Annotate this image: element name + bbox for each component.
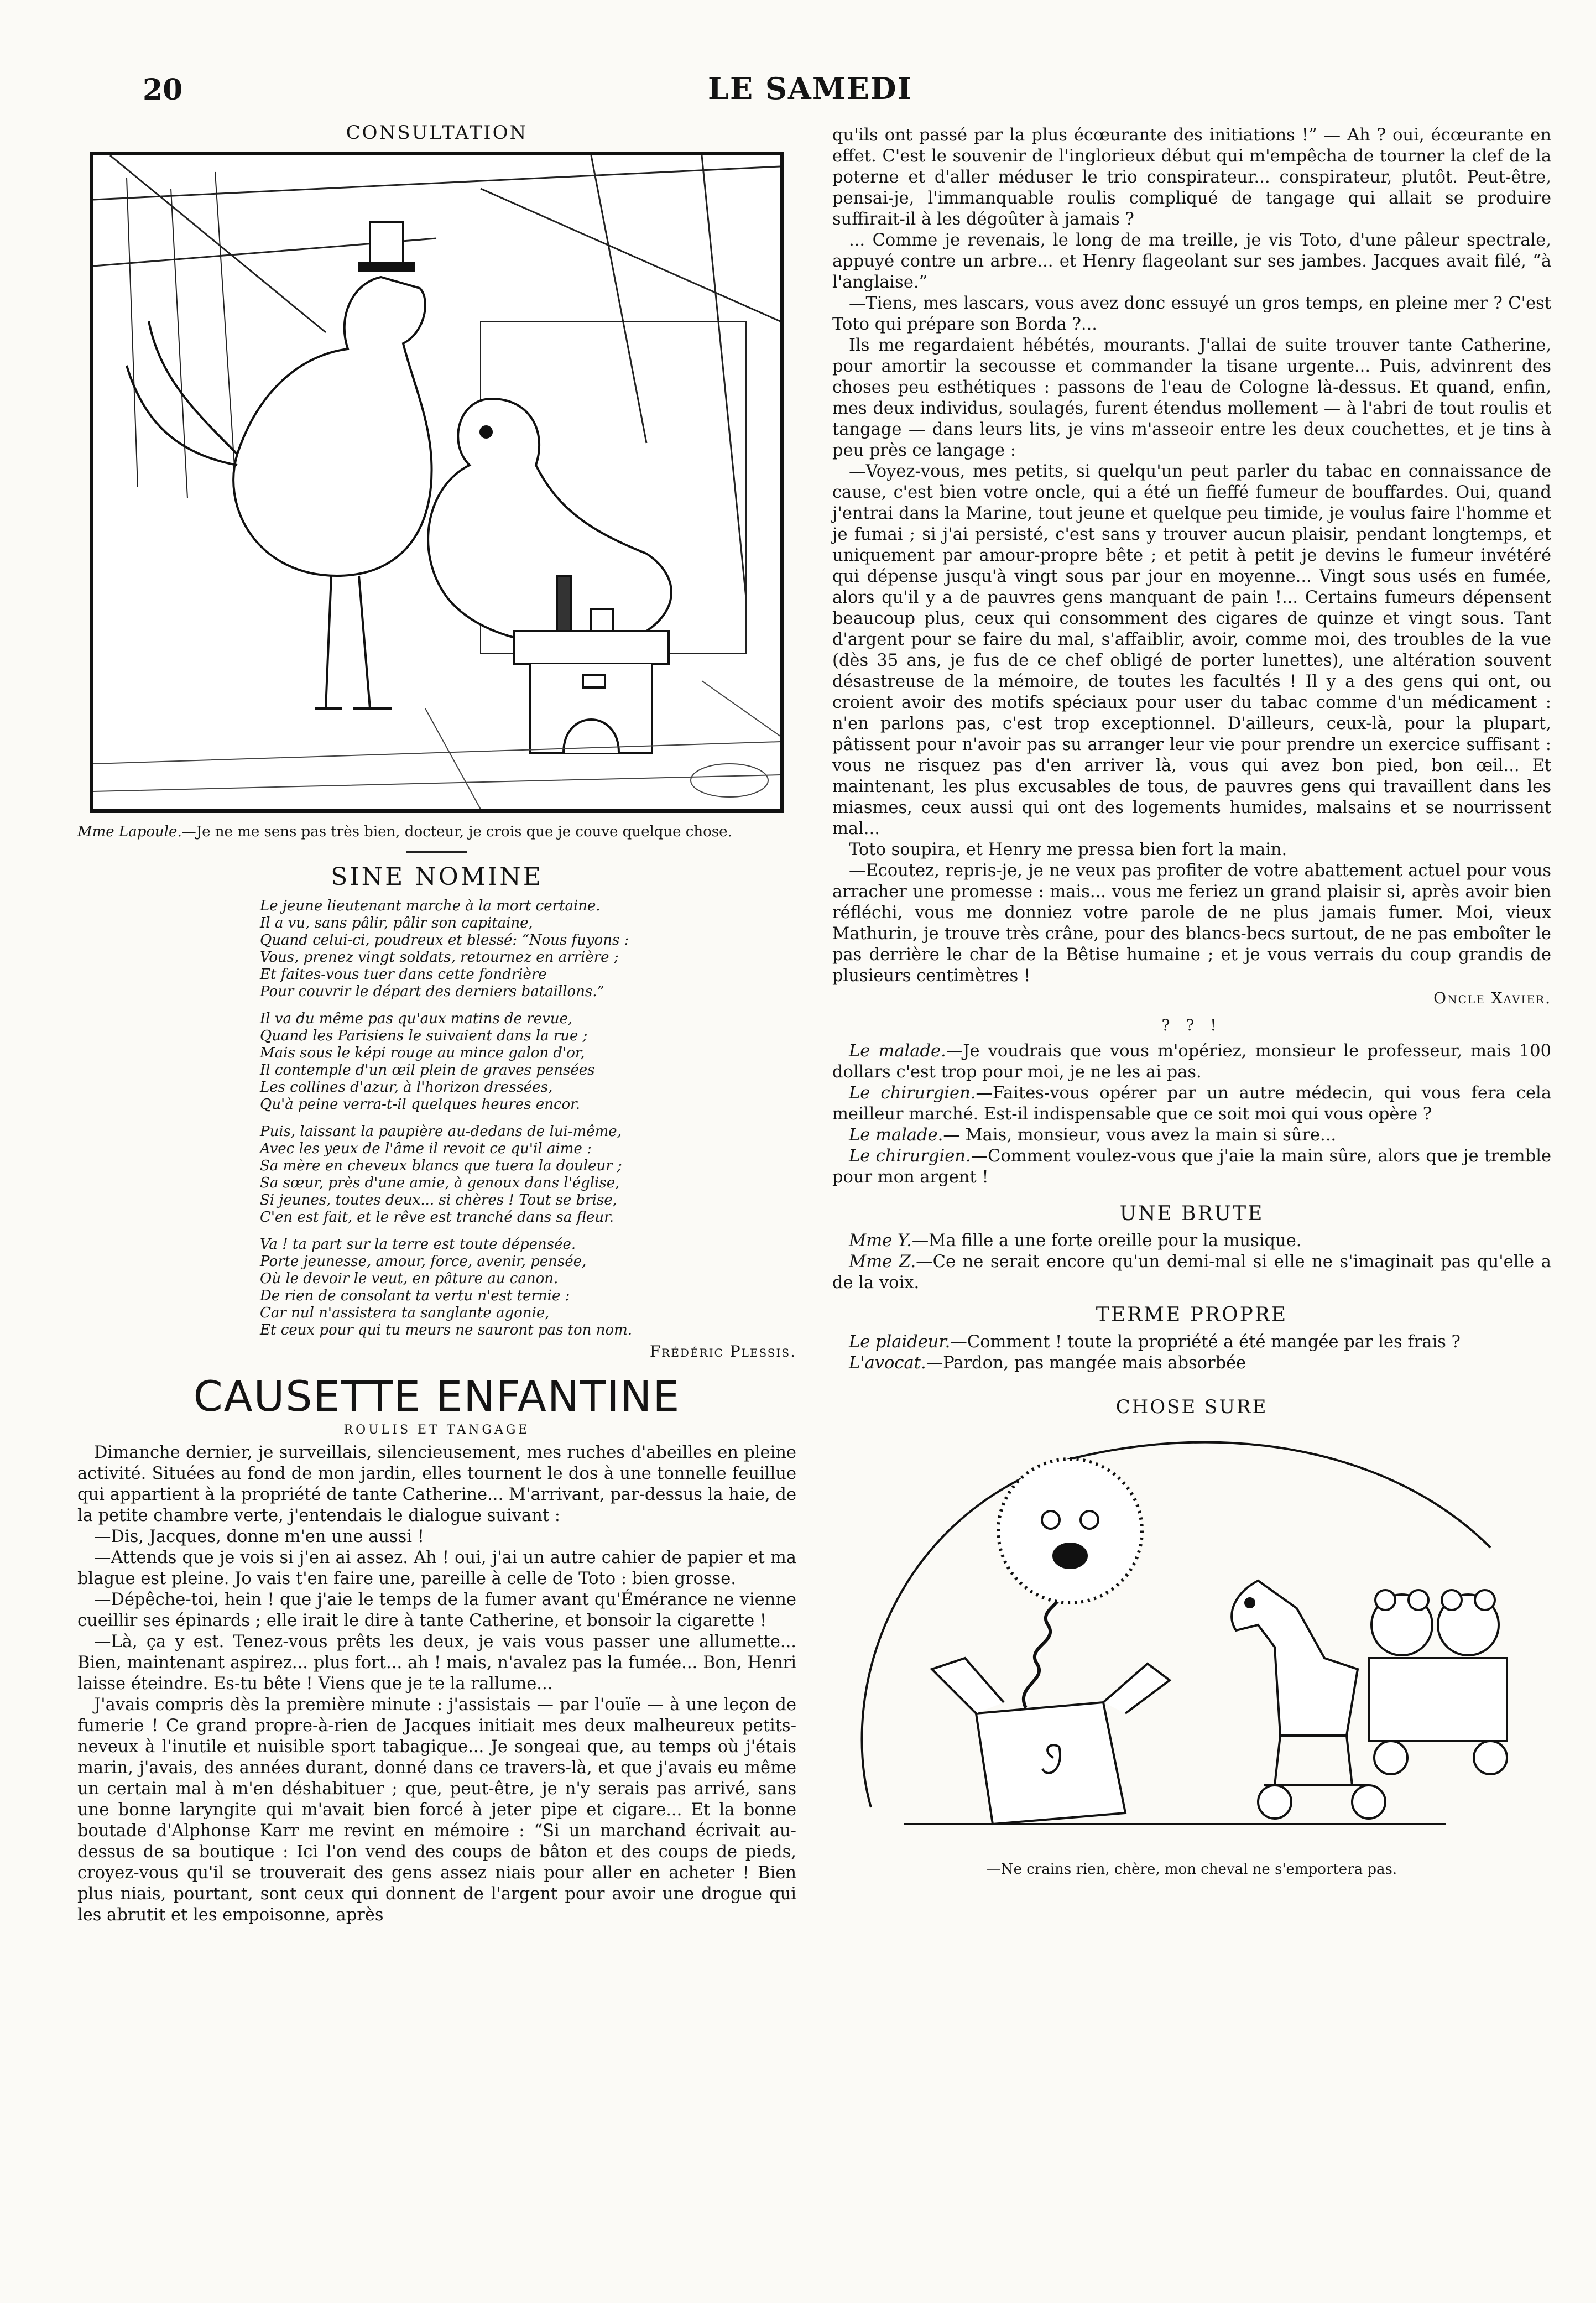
chose-sure-caption: —Ne crains rien, chère, mon cheval ne s'emportera pas. xyxy=(986,1861,1397,1878)
consultation-title: CONSULTATION xyxy=(346,122,528,144)
poem-line: Mais sous le képi rouge au mince galon d'or, xyxy=(260,1045,585,1061)
causette-subtitle: ROULIS ET TANGAGE xyxy=(343,1423,530,1437)
poem-line: Et ceux pour qui tu meurs ne sauront pas ton nom. xyxy=(260,1322,633,1338)
brute-title: UNE BRUTE xyxy=(1119,1202,1264,1225)
poem-line: Il a vu, sans pâlir, pâlir son capitaine, xyxy=(260,915,533,931)
chose-sure-title: CHOSE SURE xyxy=(1115,1396,1268,1418)
poem-line: Et faites-vous tuer dans cette fondrière xyxy=(260,966,547,983)
dialog-line xyxy=(832,1332,1551,1353)
poem xyxy=(260,898,719,1339)
speaker: Mme Z. xyxy=(849,1252,916,1272)
dialog-text: —Je voudrais que vous m'opériez, monsieur le professeur, mais 100 dollars c'est trop pour moi, je ne les ai pas. xyxy=(832,1041,1551,1082)
dialog-text: —Ce ne serait encore qu'un demi-mal si elle ne s'imaginait pas qu'elle a de la voix. xyxy=(832,1252,1551,1293)
poem-line: Va ! ta part sur la terre est toute dépensée. xyxy=(260,1236,576,1253)
dialog-text: — Mais, monsieur, vous avez la main si sûre... xyxy=(943,1126,1337,1145)
poem-stanza-1 xyxy=(260,898,719,1001)
paragraph: —Attends que je vois si j'en ai assez. Ah ! oui, j'ai un autre cahier de papier et ma blague est pleine. Jo vais t'en faire une, pareille à celle de Toto : bien grosse. xyxy=(77,1548,796,1588)
consultation-illustration xyxy=(90,152,784,813)
poem-line: Porte jeunesse, amour, force, avenir, pensée, xyxy=(260,1253,587,1270)
poem-line: Car nul n'assistera ta sanglante agonie, xyxy=(260,1305,550,1321)
paragraph: —Voyez-vous, mes petits, si quelqu'un peut parler du tabac en connaissance de cause, c'est bien votre oncle, qui a été un fieffé fumeur de bouffardes. Oui, quand j'entrai dans la Marine, tout jeune et quelque peu timide, je voulus faire l'homme et je fumai ; si j'ai persisté, c'est sans y trouver aucun plaisir, pendant longtemps, et uniquement par amour-propre bête ; et petit à petit je devins le fumeur invétéré qui dépense jusqu'à vingt sous par jour en moyenne... Vingt sous usés en fumée, alors qu'il y a de pauvres gens manquant de pain !... Certains fumeurs dépensent beaucoup plus, ceux qui consomment des cigares de quinze et vingt sous. Tant d'argent pour se faire du mal, s'affaiblir, avoir, comme moi, des troubles de la vue (dès 35 ans, je fus de ce chef obligé de porter lunettes), une altération souvent désastreuse de la mémoire, de toutes les facultés ! Il y a des gens qui ont, ou croient avoir des motifs spéciaux pour user du tabac comme d'un médicament : n'en parlons pas, c'est trop exceptionnel. D'ailleurs, ceux-là, pour la plupart, pâtissent pour n'avoir pas su arranger leur vie pour prendre un exercice suffisant : vous ne risquez pas d'en arriver là, vous qui avez bon pied, bon œil... Et maintenant, les plus excusables de tous, de pauvres gens qui travaillent dans les miasmes, ceux aussi qui ont des logements humides, malsains et se nourrissent mal... xyxy=(832,462,1551,838)
speaker: Mme Y. xyxy=(849,1231,912,1251)
paragraph: Toto soupira, et Henry me pressa bien fort la main. xyxy=(849,840,1287,859)
poem-stanza-3 xyxy=(260,1123,719,1226)
paragraph: Dimanche dernier, je surveillais, silencieusement, mes ruches d'abeilles en pleine activité. Situées au fond de mon jardin, elles tournent le dos à une tonnelle feuillue qui appartient à la propriété de tante Catherine... M'arrivant, par-dessus la haie, de la petite chambre verte, j'entendais le dialogue suivant : xyxy=(77,1443,796,1525)
poem-line: Le jeune lieutenant marche à la mort certaine. xyxy=(260,898,601,914)
jack-in-the-box-drawing xyxy=(838,1426,1535,1857)
dialog-text: —Pardon, pas mangée mais absorbée xyxy=(926,1353,1246,1373)
poem-line: Où le devoir le veut, en pâture au canon. xyxy=(260,1270,559,1287)
poem-line: Quand celui-ci, poudreux et blessé: “Nous fuyons : xyxy=(260,932,629,949)
rooster-and-hen-drawing xyxy=(93,155,780,809)
poem-line: Qu'à peine verra-t-il quelques heures encor. xyxy=(260,1096,581,1113)
dialog-text: —Faites-vous opérer par un autre médecin, qui vous fera cela meilleur marché. Est-il indispensable que ce soit moi qui vous opère ? xyxy=(832,1083,1552,1124)
poem-line: Il contemple d'un œil plein de graves pensées xyxy=(260,1062,595,1078)
poem-line: Sa mère en cheveux blancs que tuera la douleur ; xyxy=(260,1158,622,1174)
right-column xyxy=(832,125,1551,1879)
poem-line: Si jeunes, toutes deux... si chères ! Tout se brise, xyxy=(260,1192,617,1208)
journal-title: LE SAMEDI xyxy=(708,71,912,106)
speaker: L'avocat. xyxy=(849,1353,926,1373)
paragraph: —Ecoutez, repris-je, je ne veux pas profiter de votre abattement actuel pour vous arracher une promesse : mais... vous me feriez un grand plaisir si, après avoir bien réfléchi, vous me donniez votre parole de ne plus jamais fumer. Moi, vieux Mathurin, je trouve très crâne, pour des blancs-becs surtout, de ne pas emboîter le pas derrière le char de la Bêtise humaine ; et je vous verrais du coup grandis de plusieurs centimètres ! xyxy=(832,861,1551,986)
dialog-line xyxy=(832,1083,1551,1125)
poem-signature: Frédéric Plessis. xyxy=(649,1342,796,1361)
section-marks: ? ? ! xyxy=(1161,1016,1222,1034)
divider xyxy=(406,851,467,853)
paragraph: Ils me regardaient hébétés, mourants. J'allai de suite trouver tante Catherine, pour amortir la secousse et commander la tisane urgente... Puis, advinrent des choses peu esthétiques : passons de l'eau de Cologne là-dessus. Et quand, enfin, mes deux individus, soulagés, furent étendus mollement — à l'abri de tout roulis et tangage — dans leurs lits, je vins m'asseoir entre les deux couchettes, et je tins à peu près ce langage : xyxy=(832,336,1551,460)
poem-title: SINE NOMINE xyxy=(331,863,543,891)
poem-line: Puis, laissant la paupière au-dedans de lui-même, xyxy=(260,1123,622,1140)
caption-text: —Je ne me sens pas très bien, docteur, je crois que je couve quelque chose. xyxy=(181,824,732,840)
paragraph: ... Comme je revenais, le long de ma treille, je vis Toto, d'une pâleur spectrale, appuyé contre un arbre... et Henry flageolant sur ses jambes. Jacques avait filé, “à l'anglaise.” xyxy=(832,231,1551,292)
poem-line: Avec les yeux de l'âme il revoit ce qu'il aime : xyxy=(260,1140,592,1157)
poem-line: Les collines d'azur, à l'horizon dressées, xyxy=(260,1079,553,1096)
poem-stanza-4 xyxy=(260,1236,719,1339)
poem-line: C'en est fait, et le rêve est tranché dans sa fleur. xyxy=(260,1209,614,1226)
dialog-text: —Comment voulez-vous que j'aie la main sûre, alors que je tremble pour mon argent ! xyxy=(832,1147,1552,1187)
paragraph: —Tiens, mes lascars, vous avez donc essuyé un gros temps, en pleine mer ? C'est Toto qui prépare son Borda ?... xyxy=(832,294,1551,334)
paragraph: J'avais compris dès la première minute : j'assistais — par l'ouïe — à une leçon de fumerie ! Ce grand propre-à-rien de Jacques initiait mes deux malheureux petits-neveux à l'inutile et nuisible sport tabagique... Je songeai que, au temps où j'étais marin, j'avais, des années durant, donné dans ce travers-là, et que j'avais eu même un certain mal à m'en déshabituer ; que, peut-être, je n'y serais pas arrivé, sans une bonne laryngite qui m'avait bien forcé à jeter pipe et cigare... Et la bonne boutade d'Alphonse Karr me revint en mémoire : “Si un marchand écrivait au-dessus de sa boutique : Ici l'on vend des coups de bâton et des coups de pieds, croyez-vous qu'il se trouverait des gens assez niais pour aller en acheter ! Bien plus niais, pourtant, sont ceux qui donnent de l'argent pour avoir une drogue qui les abrutit et les empoisonne, après xyxy=(77,1695,796,1925)
dialog-line xyxy=(832,1125,1551,1146)
poem-line: De rien de consolant ta vertu n'est ternie : xyxy=(260,1288,570,1304)
left-column xyxy=(77,122,796,1926)
poem-line: Quand les Parisiens le suivaient dans la rue ; xyxy=(260,1028,588,1044)
poem-stanza-2 xyxy=(260,1010,719,1113)
paragraph: —Là, ça y est. Tenez-vous prêts les deux, je vais vous passer une allumette... Bien, maintenant aspirez... plus fort... ah ! mais, n'avalez pas la fumée... Bon, Henri laisse éteindre. Es-tu bête ! Viens que je te la rallume... xyxy=(77,1632,796,1694)
dialog-line xyxy=(832,1146,1551,1188)
dialog-line xyxy=(832,1231,1551,1252)
dialog-line xyxy=(832,1041,1551,1083)
poem-line: Pour couvrir le départ des derniers bataillons.” xyxy=(260,983,604,1000)
consultation-caption xyxy=(77,823,796,841)
chose-sure-illustration xyxy=(838,1426,1535,1857)
paragraph: —Dis, Jacques, donne m'en une aussi ! xyxy=(94,1527,424,1546)
poem-line: Sa sœur, près d'une amie, à genoux dans l'église, xyxy=(260,1175,620,1191)
page-number: 20 xyxy=(143,73,183,107)
paragraph: qu'ils ont passé par la plus écœurante des initiations !” — Ah ? oui, écœurante en effet. C'est le souvenir de l'inglorieux début qui m'empêcha de tourner la clef de la poterne et d'aller méduser le trio conspirateur... conspirateur, plutôt. Peut-être, pensai-je, l'immanquable roulis compliqué de tangage qui allait se produire suffirait-il à les dégoûter à jamais ? xyxy=(832,126,1551,229)
causette-title: CAUSETTE ENFANTINE xyxy=(193,1372,681,1421)
poem-line: Il va du même pas qu'aux matins de revue, xyxy=(260,1010,573,1027)
speaker: Le malade. xyxy=(849,1041,946,1061)
causette-body xyxy=(77,1442,796,1926)
speaker: Le chirurgien. xyxy=(849,1083,976,1103)
poem-line: Vous, prenez vingt soldats, retournez en arrière ; xyxy=(260,949,619,966)
dialog-line xyxy=(832,1353,1551,1374)
dialog-text: —Ma fille a une forte oreille pour la musique. xyxy=(911,1231,1302,1251)
dialog-line xyxy=(832,1252,1551,1294)
dialog-text: —Comment ! toute la propriété a été mangée par les frais ? xyxy=(950,1332,1461,1352)
speaker: Le chirurgien. xyxy=(849,1147,971,1166)
speaker: Le plaideur. xyxy=(849,1332,951,1352)
caption-speaker: Mme Lapoule. xyxy=(77,824,182,840)
terme-title: TERME PROPRE xyxy=(1096,1304,1288,1326)
paragraph: —Dépêche-toi, hein ! que j'aie le temps de la fumer avant qu'Émérance ne vienne cueillir ses épinards ; elle irait le dire à tante Catherine, et bonsoir la cigarette ! xyxy=(77,1590,796,1630)
speaker: Le malade. xyxy=(849,1126,943,1145)
causette-signature: Oncle Xavier. xyxy=(1433,989,1551,1007)
